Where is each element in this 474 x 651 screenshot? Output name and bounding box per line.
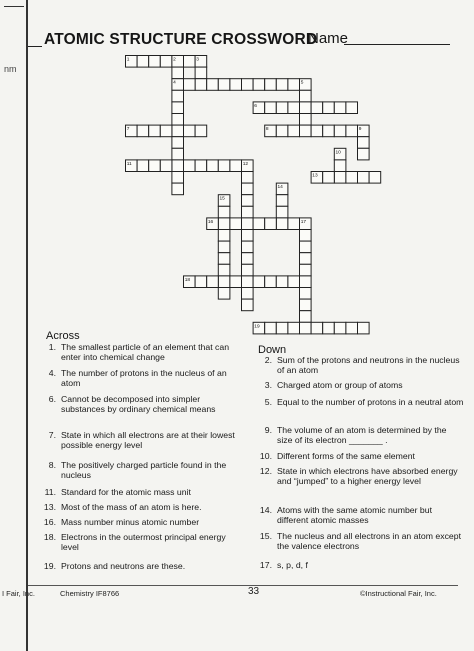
clue-number: 12 xyxy=(242,161,249,167)
clue-number: 17 xyxy=(300,219,307,225)
clue-number: 7 xyxy=(126,127,130,133)
crossword-cell[interactable] xyxy=(242,264,254,276)
crossword-cell[interactable] xyxy=(358,172,370,184)
crossword-cell[interactable] xyxy=(334,172,346,184)
crossword-cell[interactable] xyxy=(230,218,242,230)
name-label: Name xyxy=(308,30,349,47)
crossword-cell[interactable] xyxy=(242,79,254,91)
crossword-cell[interactable] xyxy=(242,218,254,230)
crossword-cell[interactable] xyxy=(149,125,161,137)
crossword-cell[interactable] xyxy=(334,322,346,334)
crossword-cell[interactable] xyxy=(160,160,172,172)
page-number: 33 xyxy=(248,586,260,597)
crossword-cell[interactable] xyxy=(276,102,288,114)
crossword-cell[interactable] xyxy=(207,79,219,91)
crossword-cell[interactable] xyxy=(300,90,312,102)
crossword-cell[interactable] xyxy=(323,102,335,114)
crossword-cell[interactable] xyxy=(253,276,265,288)
crossword-cell[interactable] xyxy=(172,102,184,114)
crossword-cell[interactable] xyxy=(276,276,288,288)
crossword-cell[interactable] xyxy=(184,56,196,68)
crossword-cell[interactable] xyxy=(218,276,230,288)
down-clue: 12. State in which electrons have absorbed energy and “jumped” to a higher energy level xyxy=(259,466,458,486)
down-clue: 15. The nucleus and all electrons in an atom except the valence electrons xyxy=(259,531,461,551)
clue-number: 3 xyxy=(196,57,199,63)
clue-number: 5 xyxy=(300,80,304,86)
down-clue: 3. Charged atom or group of atoms xyxy=(264,380,403,390)
crossword-cell[interactable] xyxy=(369,172,381,184)
down-clue: 2. Sum of the protons and neutrons in the nucleus of an atom xyxy=(264,355,460,375)
crossword-cell[interactable] xyxy=(265,102,277,114)
crossword-cell[interactable] xyxy=(300,299,312,311)
crossword-cell[interactable] xyxy=(300,253,312,265)
footer-copyright: ©Instructional Fair, Inc. xyxy=(360,589,437,598)
clue-number: 18 xyxy=(184,277,191,283)
crossword-cell[interactable] xyxy=(137,125,149,137)
footer-rule xyxy=(28,585,458,586)
crossword-cell[interactable] xyxy=(172,172,184,184)
clue-number: 10 xyxy=(335,150,341,156)
down-heading: Down xyxy=(258,344,287,356)
clue-number: 19 xyxy=(254,324,260,330)
across-heading: Across xyxy=(46,330,80,342)
clue-number: 15 xyxy=(219,196,225,202)
clue-number: 9 xyxy=(358,127,362,133)
crossword-cell[interactable] xyxy=(334,102,346,114)
crossword-cell[interactable] xyxy=(184,125,196,137)
down-clue: 17. s, p, d, f xyxy=(259,560,308,570)
crossword-cell[interactable] xyxy=(323,322,335,334)
crossword-cell[interactable] xyxy=(172,183,184,195)
crossword-cell[interactable] xyxy=(323,172,335,184)
crossword-cell[interactable] xyxy=(288,218,300,230)
across-clue: 16. Mass number minus atomic number xyxy=(43,517,200,527)
clue-number: 8 xyxy=(265,127,269,133)
crossword-cell[interactable] xyxy=(207,276,219,288)
crossword-cell[interactable] xyxy=(300,276,312,288)
down-clue: 5. Equal to the number of protons in a neutral atom xyxy=(264,397,464,407)
crossword-cell[interactable] xyxy=(172,67,184,79)
crossword-cell[interactable] xyxy=(242,183,254,195)
crossword-cell[interactable] xyxy=(218,288,230,300)
clue-number: 1 xyxy=(126,57,130,63)
crossword-cell[interactable] xyxy=(172,114,184,126)
crossword-cell[interactable] xyxy=(160,56,172,68)
crossword-cell[interactable] xyxy=(195,125,207,137)
crossword-cell[interactable] xyxy=(358,148,370,160)
footer-publisher: I Fair, Inc. xyxy=(2,589,35,598)
crossword-cell[interactable] xyxy=(149,160,161,172)
crossword-cell[interactable] xyxy=(311,125,323,137)
crossword-cell[interactable] xyxy=(172,137,184,149)
clue-number: 14 xyxy=(277,185,283,191)
across-clue: 4. The number of protons in the nucleus of an atom xyxy=(48,368,227,388)
clue-number: 11 xyxy=(126,161,132,167)
clue-number: 2 xyxy=(173,57,176,63)
crossword-cell[interactable] xyxy=(172,160,184,172)
crossword-cell[interactable] xyxy=(346,125,358,137)
crossword-cell[interactable] xyxy=(242,299,254,311)
crossword-cell[interactable] xyxy=(207,160,219,172)
across-clue: 13. Most of the mass of an atom is here. xyxy=(43,502,202,512)
crossword-cell[interactable] xyxy=(288,322,300,334)
crossword-cell[interactable] xyxy=(184,79,196,91)
crossword-cell[interactable] xyxy=(253,218,265,230)
crossword-cell[interactable] xyxy=(346,172,358,184)
crossword-cell[interactable] xyxy=(218,206,230,218)
across-clue: 6. Cannot be decomposed into simpler substances by ordinary chemical means xyxy=(48,394,216,414)
crossword-cell[interactable] xyxy=(242,241,254,253)
crossword-cell[interactable] xyxy=(242,206,254,218)
crossword-cell[interactable] xyxy=(265,322,277,334)
corner-mark: nm xyxy=(4,64,17,74)
crossword-cell[interactable] xyxy=(311,322,323,334)
crossword-cell[interactable] xyxy=(288,125,300,137)
crossword-cell[interactable] xyxy=(265,218,277,230)
crossword-cell[interactable] xyxy=(242,276,254,288)
crossword-cell[interactable] xyxy=(195,276,207,288)
crossword-cell[interactable] xyxy=(172,90,184,102)
crossword-cell[interactable] xyxy=(242,253,254,265)
crossword-cell[interactable] xyxy=(288,79,300,91)
crossword-cell[interactable] xyxy=(137,160,149,172)
crossword-cell[interactable] xyxy=(242,288,254,300)
crossword-cell[interactable] xyxy=(276,322,288,334)
crossword-cell[interactable] xyxy=(300,102,312,114)
across-clue: 8. The positively charged particle found in the nucleus xyxy=(48,460,227,480)
crossword-cell[interactable] xyxy=(265,79,277,91)
clue-number: 13 xyxy=(312,173,318,179)
crossword-cell[interactable] xyxy=(195,79,207,91)
crossword-cell[interactable] xyxy=(137,56,149,68)
clue-number: 4 xyxy=(173,80,176,86)
crossword-cell[interactable] xyxy=(300,311,312,323)
crossword-cell[interactable] xyxy=(160,125,172,137)
crossword-cell[interactable] xyxy=(218,253,230,265)
crossword-cell[interactable] xyxy=(242,195,254,207)
crossword-cell[interactable] xyxy=(195,160,207,172)
crossword-cell[interactable] xyxy=(300,241,312,253)
page-title: ATOMIC STRUCTURE CROSSWORD xyxy=(44,31,318,48)
crossword-cell[interactable] xyxy=(172,125,184,137)
crossword-cell[interactable] xyxy=(218,241,230,253)
crossword-cell[interactable] xyxy=(334,125,346,137)
clue-number: 6 xyxy=(254,103,257,109)
down-clue: 14. Atoms with the same atomic number but different atomic masses xyxy=(259,505,432,525)
clue-number: 16 xyxy=(207,219,214,225)
crossword-cell[interactable] xyxy=(230,79,242,91)
crossword-cell[interactable] xyxy=(218,79,230,91)
crossword-cell[interactable] xyxy=(300,125,312,137)
crossword-cell[interactable] xyxy=(218,160,230,172)
crossword-cell[interactable] xyxy=(300,230,312,242)
crossword-cell[interactable] xyxy=(276,79,288,91)
crossword-cell[interactable] xyxy=(323,125,335,137)
crossword-cell[interactable] xyxy=(300,114,312,126)
across-clue: 7. State in which all electrons are at their lowest possible energy level xyxy=(48,430,235,450)
crossword-cell[interactable] xyxy=(276,206,288,218)
crossword-cell[interactable] xyxy=(218,264,230,276)
crossword-cell[interactable] xyxy=(218,230,230,242)
crossword-cell[interactable] xyxy=(358,322,370,334)
footer-book-title: Chemistry IF8766 xyxy=(60,589,120,598)
crossword-cell[interactable] xyxy=(300,264,312,276)
crossword-cell[interactable] xyxy=(358,137,370,149)
down-clue: 9. The volume of an atom is determined by the size of its electron _______ . xyxy=(264,425,447,445)
down-clue: 10. Different forms of the same element xyxy=(259,451,415,461)
crossword-cell[interactable] xyxy=(230,160,242,172)
crossword-cell[interactable] xyxy=(218,218,230,230)
crossword-cell[interactable] xyxy=(242,230,254,242)
across-clue: 1. The smallest particle of an element that can enter into chemical change xyxy=(48,342,230,362)
crossword-cell[interactable] xyxy=(230,276,242,288)
across-clue: 19. Protons and neutrons are these. xyxy=(43,561,186,571)
across-clue: 11. Standard for the atomic mass unit xyxy=(44,487,191,497)
crossword-cell[interactable] xyxy=(288,276,300,288)
crossword-cell[interactable] xyxy=(300,322,312,334)
crossword-cell[interactable] xyxy=(265,276,277,288)
crossword-cell[interactable] xyxy=(149,56,161,68)
crossword-cell[interactable] xyxy=(172,148,184,160)
crossword-cell[interactable] xyxy=(276,218,288,230)
crossword-cell[interactable] xyxy=(311,102,323,114)
crossword-cell[interactable] xyxy=(276,195,288,207)
crossword-cell[interactable] xyxy=(346,102,358,114)
crossword-cell[interactable] xyxy=(334,160,346,172)
crossword-cell[interactable] xyxy=(253,79,265,91)
crossword-cell[interactable] xyxy=(276,125,288,137)
crossword-cell[interactable] xyxy=(184,160,196,172)
crossword-cell[interactable] xyxy=(288,102,300,114)
crossword-cell[interactable] xyxy=(242,172,254,184)
crossword-cell[interactable] xyxy=(195,67,207,79)
crossword-cell[interactable] xyxy=(346,322,358,334)
across-clue: 18. Electrons in the outermost principal energy level xyxy=(43,532,226,552)
crossword-cell[interactable] xyxy=(300,288,312,300)
